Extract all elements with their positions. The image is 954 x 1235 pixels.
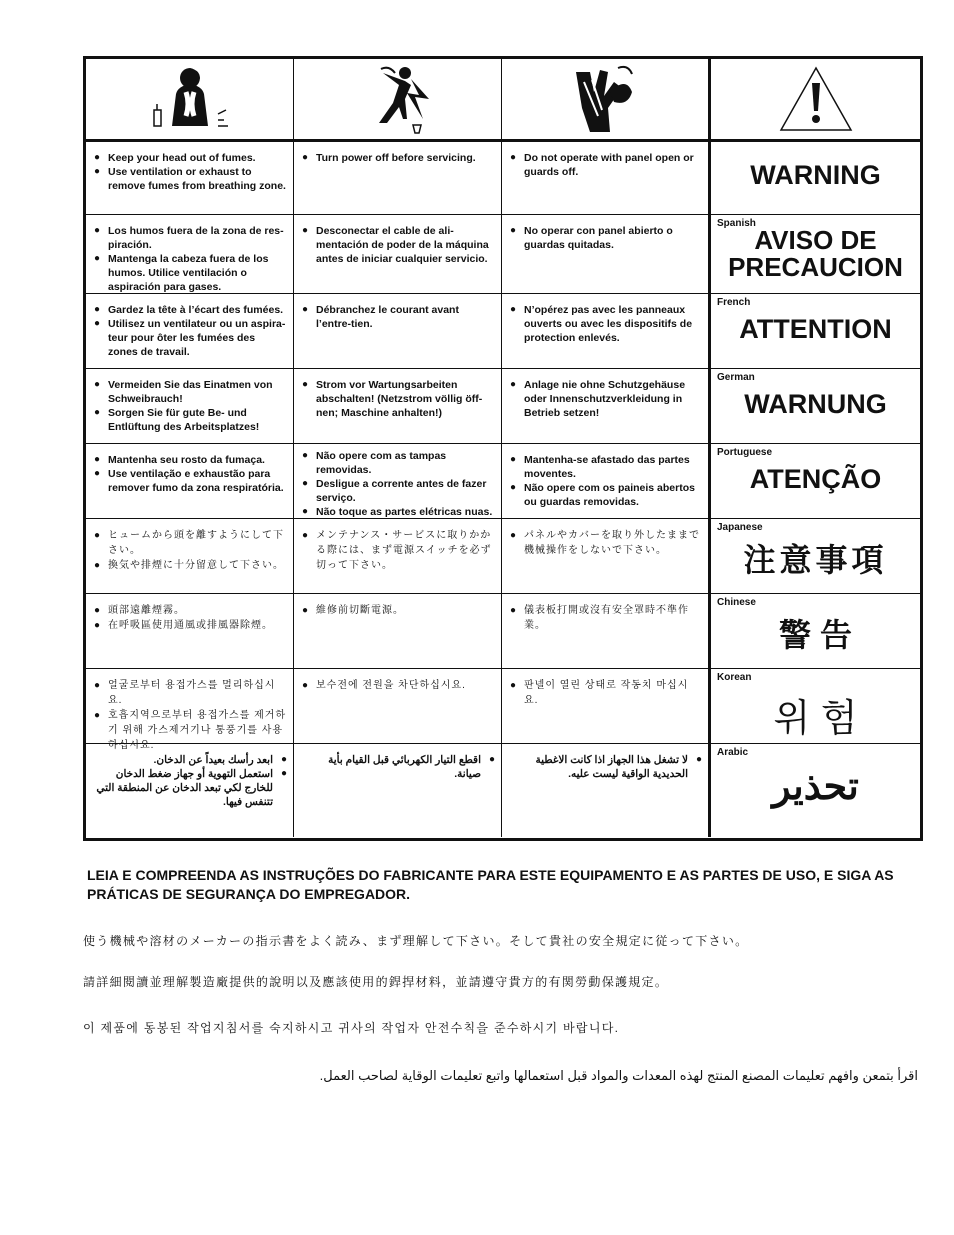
warning-triangle-icon (778, 65, 854, 133)
fumes-cell-es (86, 215, 294, 293)
fumes-fr-2: ● Utilisez un ventilateur ou un aspira-teur pour ôter les fumées des zones de travail. (94, 317, 287, 359)
hand-guard-icon (570, 62, 640, 136)
fumes-es-2: ● Mantenga la cabeza fuera de los humos. Utilice ventilación o aspiración para gases. (94, 252, 287, 294)
warning-icon-cell (711, 59, 920, 139)
korean-row (86, 669, 920, 751)
power-cell-ar (294, 744, 502, 837)
panel-cell-ko (502, 669, 711, 743)
panel-pt-2: ● Não opere com os paineis abertos ou guardas removidas. (510, 481, 702, 509)
power-icon-cell (294, 59, 502, 139)
panel-cell-ja (502, 519, 711, 593)
panel-ja-1: ● パネルやカバーを取り外したままで機械操作をしないで下さい。 (510, 528, 702, 558)
fumes-cell-en (86, 142, 294, 214)
arabic-row (86, 744, 920, 837)
fumes-de-1: ● Vermeiden Sie das Einatmen von Schweibrauch! (94, 378, 287, 406)
power-ja-1: ● メンテナンス・サービスに取りかかる際には、まず電源スイッチを必ず切って下さい。 (302, 528, 495, 573)
warning-cell-en (711, 142, 920, 214)
warning-cell-es (711, 215, 920, 293)
power-cell-ko (294, 669, 502, 743)
signal-word-pt: ATENÇÃO (749, 464, 882, 494)
signal-word-es: AVISO DE PRECAUCION (728, 225, 903, 282)
fumes-ko-1: ● 얼굴로부터 용접가스를 멀리하십시요. (94, 678, 287, 708)
fumes-cell-de (86, 369, 294, 443)
fumes-ja-2: ● 換気や排煙に十分留意して下さい。 (94, 558, 287, 573)
power-cell-en (294, 142, 502, 214)
fumes-icon-cell (86, 59, 294, 139)
portuguese-row (86, 444, 920, 519)
panel-ko-1: ● 판넬이 열린 상태로 작동치 마십시요. (510, 678, 702, 708)
lang-label-zh: Chinese (717, 597, 756, 608)
fumes-en-2: ● Use ventilation or exhaust to remove fumes from breathing zone. (94, 165, 287, 193)
footer-instruction-pt: LEIA E COMPREENDA AS INSTRUÇÕES DO FABRICANTE PARA ESTE EQUIPAMENTO E AS PARTES DE USO, E SIGA AS PRÁTICAS DE SEGURANÇA DO EMPREGADOR. (87, 867, 894, 902)
fumes-es-1: ● Los humos fuera de la zona de res-piración. (94, 224, 287, 252)
power-fr-1: ● Débranchez le courant avant l’entre-tien. (302, 303, 495, 331)
fumes-de-2: ● Sorgen Sie für gute Be- und Entlüftung des Arbeitsplatzes! (94, 406, 287, 434)
signal-word-zh: 警 告 (779, 617, 852, 653)
fumes-zh-2: ● 在呼吸區使用通風或排風器除煙。 (94, 618, 287, 633)
panel-cell-ar (502, 744, 711, 837)
warning-cell-ar (711, 744, 920, 837)
fumes-cell-ar (86, 744, 294, 837)
fumes-ko-2: ● 호흡지역으로부터 용접가스를 제거하기 위해 가스제거기나 통풍기를 사용하십시요. (94, 708, 287, 753)
german-row (86, 369, 920, 444)
power-ko-1: ● 보수전에 전원을 차단하십시요. (302, 678, 495, 693)
fumes-ar-1: ● ابعد رأسك بعيداً عن الدخان. (94, 753, 287, 767)
power-cell-zh (294, 594, 502, 668)
footer-instruction-ko: 이 제품에 동봉된 작업지침서를 숙지하시고 귀사의 작업자 안전수칙을 준수하시기 바랍니다. (83, 1021, 620, 1035)
power-cell-ja (294, 519, 502, 593)
power-cell-fr (294, 294, 502, 368)
power-cell-de (294, 369, 502, 443)
panel-de-1: ● Anlage nie ohne Schutzgehäuse oder Innenschutzverkleidung in Betrieb setzen! (510, 378, 702, 420)
panel-icon-cell (502, 59, 711, 139)
power-pt-2: ● Desligue a corrente antes de fazer serviço. (302, 477, 495, 505)
lang-label-ar: Arabic (717, 747, 749, 758)
panel-cell-pt (502, 444, 711, 518)
panel-cell-fr (502, 294, 711, 368)
lang-label-de: German (717, 372, 755, 383)
power-ar-1: ● اقطع التيار الكهربائي قبل القيام بأية صيانة. (302, 753, 495, 781)
panel-cell-es (502, 215, 711, 293)
power-pt-3: ● Não toque as partes elétricas nuas. (302, 505, 495, 519)
power-zh-1: ● 維修前切斷電源。 (302, 603, 495, 618)
panel-cell-en (502, 142, 711, 214)
spanish-row (86, 215, 920, 294)
signal-word-en: WARNING (750, 160, 881, 190)
power-es-1: ● Desconectar el cable de ali-mentación de poder de la máquina antes de iniciar cualquier servicio. (302, 224, 495, 266)
english-row (86, 142, 920, 215)
fumes-fr-1: ● Gardez la tête à l’écart des fumées. (94, 303, 287, 317)
panel-cell-de (502, 369, 711, 443)
power-en-1: ● Turn power off before servicing. (302, 151, 495, 165)
power-de-1: ● Strom vor Wartungsarbeiten abschalten! (Netzstrom völlig öff-nen; Maschine anhalten!) (302, 378, 495, 420)
footer-instruction-zh: 請詳細閱讀並理解製造廠提供的說明以及應該使用的銲捍材料，並請遵守貴方的有関勞動保護規定。 (83, 975, 669, 989)
signal-word-de: WARNUNG (744, 389, 887, 419)
panel-es-1: ● No operar con panel abierto o guardas quitadas. (510, 224, 702, 252)
signal-word-ko: 위 험 (773, 698, 858, 740)
fumes-pt-2: ● Use ventilação e exhaustão para remover fumo da zona respiratória. (94, 467, 287, 495)
japanese-row (86, 519, 920, 594)
warning-cell-ja (711, 519, 920, 593)
signal-word-ja: 注意事項 (743, 542, 888, 578)
panel-pt-1: ● Mantenha-se afastado das partes moventes. (510, 453, 702, 481)
lang-label-pt: Portuguese (717, 447, 773, 458)
lang-label-ja: Japanese (717, 522, 763, 533)
warning-cell-ko (711, 669, 920, 743)
fumes-ar-2: ● استعمل التهوية أو جهاز ضغط الدخان للخارج لكي تبعد الدخان عن المنطقة التي تتنفس فيها. (94, 767, 287, 809)
warning-cell-fr (711, 294, 920, 368)
electric-shock-icon (353, 63, 443, 135)
warning-cell-zh (711, 594, 920, 668)
power-pt-1: ● Não opere com as tampas removidas. (302, 449, 495, 477)
footer-instruction-ja: 使う機械や溶材のメーカーの指示書をよく読み、まず理解して下さい。そして貴社の安全規定に従って下さい。 (83, 934, 749, 948)
fumes-cell-zh (86, 594, 294, 668)
fumes-ja-1: ● ヒュームから頭を離すようにして下さい。 (94, 528, 287, 558)
fumes-zh-1: ● 頭部遠離煙霧。 (94, 603, 287, 618)
signal-word-fr: ATTENTION (739, 314, 892, 344)
footer-instruction-ar: اقرأ بتمعن وافهم تعليمات المصنع المنتج لهذه المعدات والمواد قبل استعمالها واتبع تعليمات الوقاية لصاحب العمل. (319, 1068, 918, 1083)
french-row (86, 294, 920, 369)
icon-row (86, 59, 920, 142)
fumes-en-1: ● Keep your head out of fumes. (94, 151, 287, 165)
fumes-cell-ko (86, 669, 294, 751)
panel-cell-zh (502, 594, 711, 668)
lang-label-ko: Korean (717, 672, 752, 683)
fumes-cell-fr (86, 294, 294, 368)
warning-cell-pt (711, 444, 920, 518)
fumes-pt-1: ● Mantenha seu rosto da fumaça. (94, 453, 287, 467)
lang-label-es: Spanish (717, 218, 756, 229)
power-cell-es (294, 215, 502, 293)
panel-zh-1: ● 儀表板打開或沒有安全罩時不準作業。 (510, 603, 702, 633)
chinese-row (86, 594, 920, 669)
fumes-breathing-icon (142, 64, 238, 134)
fumes-cell-ja (86, 519, 294, 593)
panel-en-1: ● Do not operate with panel open or guards off. (510, 151, 702, 179)
fumes-cell-pt (86, 444, 294, 518)
signal-word-ar: تحذير (772, 766, 859, 808)
power-cell-pt (294, 444, 502, 518)
lang-label-fr: French (717, 297, 751, 308)
panel-ar-1: ● لا تشغل هذا الجهاز اذا كانت الاغطية الحديدية الواقية ليست عليه. (510, 753, 702, 781)
safety-warning-table (83, 56, 923, 841)
panel-fr-1: ● N’opérez pas avec les panneaux ouverts ou avec les dispositifs de protection enlevés. (510, 303, 702, 345)
warning-cell-de (711, 369, 920, 443)
